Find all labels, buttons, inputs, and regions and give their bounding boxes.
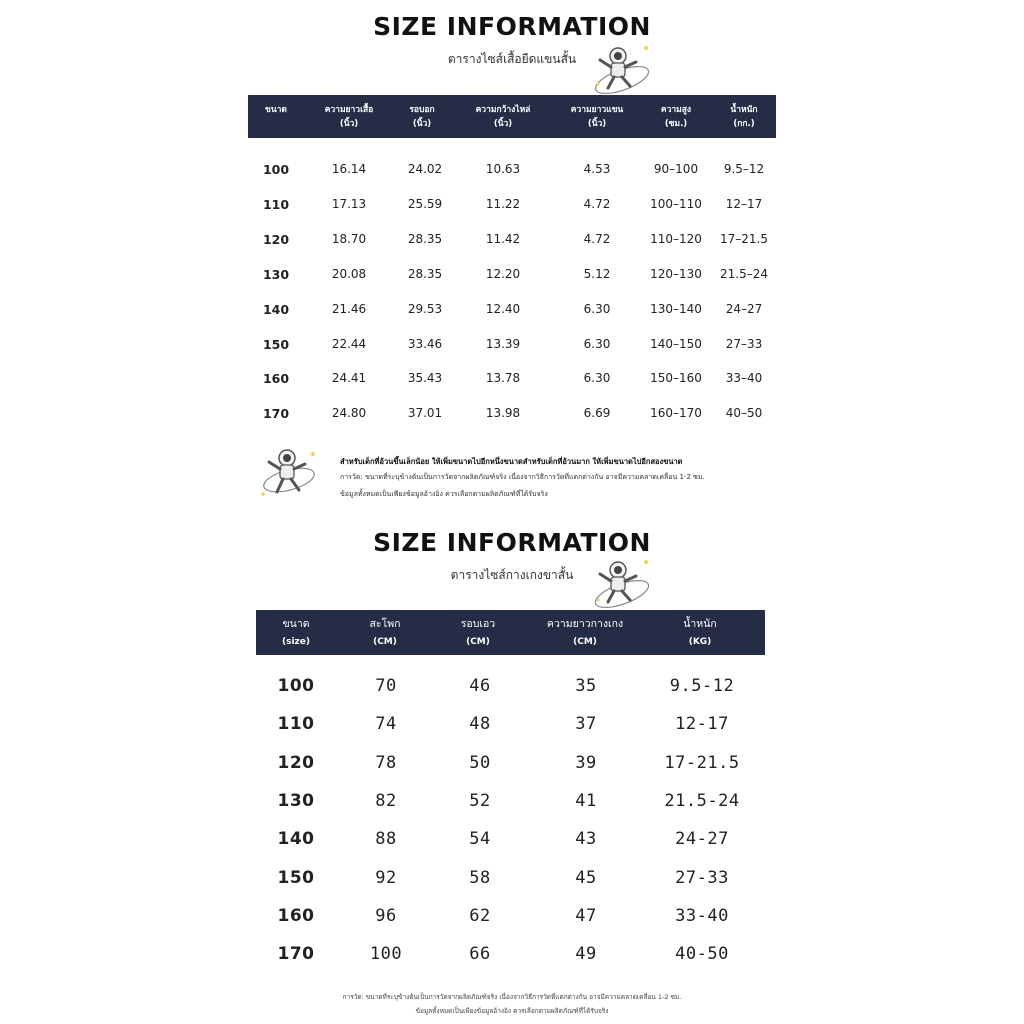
size-cell: 100: [262, 162, 290, 177]
table-cell: 120–130: [650, 266, 702, 281]
table-cell: 11.22: [485, 196, 521, 211]
pants-note-reference: ข้อมูลทั้งหมดเป็นเพียงข้อมูลอ้างอิง ควรเลือกตามผลิตภัณฑ์ที่ได้รับจริง: [415, 1007, 609, 1015]
table-cell: 22.44: [331, 336, 367, 351]
table-cell: 4.53: [583, 162, 611, 176]
table-cell: 58: [469, 867, 491, 888]
size-cell: 130: [277, 790, 315, 811]
header-label: รอบเอว: [460, 618, 496, 630]
header-unit: (CM): [573, 637, 597, 647]
table-cell: 35.43: [407, 371, 443, 386]
table-cell: 40-50: [675, 944, 729, 965]
header-label: ความสูง: [660, 105, 692, 115]
table-cell: 17-21.5: [664, 752, 740, 773]
table-cell: 40–50: [725, 406, 763, 421]
table-cell: 50: [469, 752, 491, 773]
table-cell: 96: [375, 905, 397, 926]
table-cell: 6.30: [583, 371, 611, 386]
table-row: [0, 791, 1024, 815]
shirt-header-height: [661, 103, 691, 131]
table-cell: 24-27: [675, 829, 729, 850]
header-label: ความยาวแขน: [570, 105, 624, 115]
astronaut-icon: [255, 442, 325, 504]
header-label: สะโพก: [369, 618, 401, 630]
pants-header-hip: [370, 616, 401, 651]
table-row: [0, 944, 1024, 968]
table-cell: 9.5-12: [669, 676, 735, 696]
table-cell: 160–170: [650, 406, 702, 421]
table-row: [0, 371, 1024, 391]
table-cell: 12.20: [485, 266, 521, 281]
table-row: [0, 714, 1024, 738]
table-cell: 90–100: [653, 162, 699, 176]
table-cell: 37.01: [407, 406, 443, 421]
table-cell: 12-17: [675, 714, 729, 735]
table-cell: 6.30: [583, 301, 611, 316]
shirt-note-reference: ข้อมูลทั้งหมดเป็นเพียงข้อมูลอ้างอิง ควรเลือกตามผลิตภัณฑ์ที่ได้รับจริง: [340, 490, 548, 498]
table-cell: 66: [469, 944, 491, 965]
table-cell: 110–120: [650, 231, 702, 246]
table-cell: 4.72: [583, 196, 611, 211]
size-cell: 170: [277, 944, 315, 965]
table-cell: 24–27: [725, 301, 763, 316]
size-cell: 150: [262, 336, 290, 352]
table-cell: 12–17: [725, 196, 763, 211]
table-row: [0, 829, 1024, 853]
table-cell: 4.72: [583, 231, 611, 246]
table-cell: 92: [375, 867, 397, 888]
header-unit: (CM): [466, 637, 490, 647]
table-cell: 48: [469, 714, 491, 735]
table-row: [0, 267, 1024, 287]
pants-header-weight: [683, 616, 717, 651]
table-cell: 11.42: [485, 231, 521, 246]
table-cell: 88: [375, 829, 397, 850]
size-cell: 120: [262, 231, 290, 247]
table-cell: 21.5-24: [664, 790, 740, 811]
table-cell: 5.12: [583, 266, 611, 281]
table-cell: 20.08: [331, 266, 367, 281]
table-row: [0, 337, 1024, 357]
table-cell: 21.46: [331, 301, 367, 316]
size-cell: 160: [262, 371, 290, 387]
header-unit: (นิ้ว): [587, 119, 607, 129]
table-cell: 140–150: [650, 336, 702, 351]
table-cell: 35: [575, 676, 597, 696]
header-unit: (size): [281, 637, 311, 647]
header-label: ความยาวเสื้อ: [324, 105, 374, 115]
table-cell: 13.98: [485, 406, 521, 421]
pants-header-waist: [461, 616, 495, 651]
table-cell: 18.70: [331, 231, 367, 246]
header-label: ความยาวกางเกง: [546, 618, 624, 630]
shirt-note-measure: การวัด: ขนาดที่ระบุข้างต้นเป็นการวัดจากผลิตภัณฑ์จริง เนื่องจากวิธีการวัดที่แตกต่างกัน อาจมีความคลาดเคลื่อน 1-2 ซม.: [340, 473, 705, 481]
size-cell: 110: [277, 714, 315, 735]
size-cell: 100: [277, 676, 315, 696]
shirt-header-length: [325, 103, 374, 131]
table-cell: 13.78: [485, 371, 521, 386]
table-cell: 16.14: [331, 162, 367, 176]
size-cell: 140: [277, 829, 315, 850]
table-cell: 49: [575, 944, 597, 965]
table-cell: 17.13: [331, 196, 367, 211]
pants-header-length: [547, 616, 623, 651]
table-cell: 10.63: [485, 162, 521, 176]
shirt-note-fit: สำหรับเด็กที่อ้วนขึ้นเล็กน้อย ให้เพิ่มขนาดไปอีกหนึ่งขนาดสำหรับเด็กที่อ้วนมาก ให้เพิ่มขนาดไปอีกสองขนาด: [340, 457, 683, 466]
table-cell: 52: [469, 790, 491, 811]
table-cell: 17–21.5: [720, 231, 768, 246]
table-cell: 29.53: [407, 301, 443, 316]
size-cell: 150: [277, 867, 315, 888]
table-cell: 37: [575, 714, 597, 735]
header-label: น้ำหนัก: [683, 618, 717, 630]
shirt-header-size: [265, 103, 287, 117]
table-cell: 6.30: [583, 336, 611, 351]
table-cell: 33–40: [725, 371, 763, 386]
table-row: [0, 232, 1024, 252]
table-cell: 6.69: [583, 406, 611, 421]
pants-table-header: [256, 610, 765, 655]
header-unit: (CM): [373, 637, 397, 647]
size-cell: 170: [262, 406, 290, 422]
astronaut-icon: [578, 40, 658, 98]
header-label: ขนาด: [282, 618, 310, 630]
table-cell: 24.80: [331, 406, 367, 421]
table-row: [0, 302, 1024, 322]
table-cell: 13.39: [485, 336, 521, 351]
table-cell: 45: [575, 867, 597, 888]
header-unit: (นิ้ว): [493, 119, 513, 129]
table-cell: 21.5–24: [720, 266, 768, 281]
header-label: ขนาด: [265, 105, 287, 115]
table-cell: 39: [575, 752, 597, 773]
table-cell: 24.41: [331, 371, 367, 386]
table-cell: 82: [375, 790, 397, 811]
table-row: [0, 906, 1024, 930]
table-row: [0, 753, 1024, 777]
shirt-header-sleeve: [571, 103, 623, 131]
header-unit: (ซม.): [664, 119, 688, 129]
header-label: น้ำหนัก: [730, 105, 758, 115]
pants-note-measure: การวัด: ขนาดที่ระบุข้างต้นเป็นการวัดจากผลิตภัณฑ์จริง เนื่องจากวิธีการวัดที่แตกต่างกัน อาจมีความคลาดเคลื่อน 1-2 ซม.: [342, 993, 682, 1001]
table-cell: 46: [469, 676, 491, 696]
table-cell: 43: [575, 829, 597, 850]
table-row: [0, 868, 1024, 892]
pants-size-subtitle: ตารางไซส์กางเกงขาสั้น: [450, 568, 574, 582]
table-cell: 78: [375, 752, 397, 773]
header-label: ความกว้างไหล่: [475, 105, 531, 115]
table-row: [0, 162, 1024, 182]
pants-size-title: SIZE INFORMATION: [373, 528, 651, 557]
shirt-size-title: SIZE INFORMATION: [373, 12, 651, 41]
table-cell: 54: [469, 829, 491, 850]
size-cell: 110: [262, 196, 290, 212]
table-cell: 25.59: [407, 196, 443, 211]
table-row: [0, 197, 1024, 217]
shirt-size-subtitle: ตารางไซส์เสื้อยืดแขนสั้น: [447, 52, 577, 66]
size-cell: 140: [262, 301, 290, 317]
table-row: [0, 406, 1024, 426]
header-unit: (กก.): [733, 119, 755, 129]
table-cell: 28.35: [407, 231, 443, 246]
table-cell: 62: [469, 905, 491, 926]
table-cell: 33-40: [675, 905, 729, 926]
table-cell: 33.46: [407, 336, 443, 351]
table-cell: 27-33: [675, 867, 729, 888]
header-unit: (KG): [688, 637, 712, 647]
header-unit: (นิ้ว): [412, 119, 432, 129]
table-cell: 12.40: [485, 301, 521, 316]
table-row: [0, 676, 1024, 700]
size-cell: 160: [277, 905, 315, 926]
shirt-header-chest: [409, 103, 434, 131]
table-cell: 70: [375, 676, 397, 696]
pants-header-size: [282, 616, 310, 651]
table-cell: 74: [375, 714, 397, 735]
table-cell: 47: [575, 905, 597, 926]
table-cell: 100–110: [650, 196, 702, 211]
table-cell: 9.5–12: [723, 162, 765, 176]
header-label: รอบอก: [409, 105, 435, 115]
table-cell: 130–140: [650, 301, 702, 316]
size-cell: 130: [262, 266, 290, 282]
table-cell: 150–160: [650, 371, 702, 386]
table-cell: 24.02: [407, 162, 443, 176]
shirt-header-weight: [730, 103, 757, 131]
table-cell: 41: [575, 790, 597, 811]
table-cell: 28.35: [407, 266, 443, 281]
shirt-table-header: [248, 95, 776, 138]
astronaut-icon: [578, 554, 658, 614]
table-cell: 100: [369, 944, 403, 965]
size-cell: 120: [277, 752, 315, 773]
shirt-header-shoulder: [476, 103, 531, 131]
header-unit: (นิ้ว): [339, 119, 359, 129]
table-cell: 27–33: [725, 336, 763, 351]
